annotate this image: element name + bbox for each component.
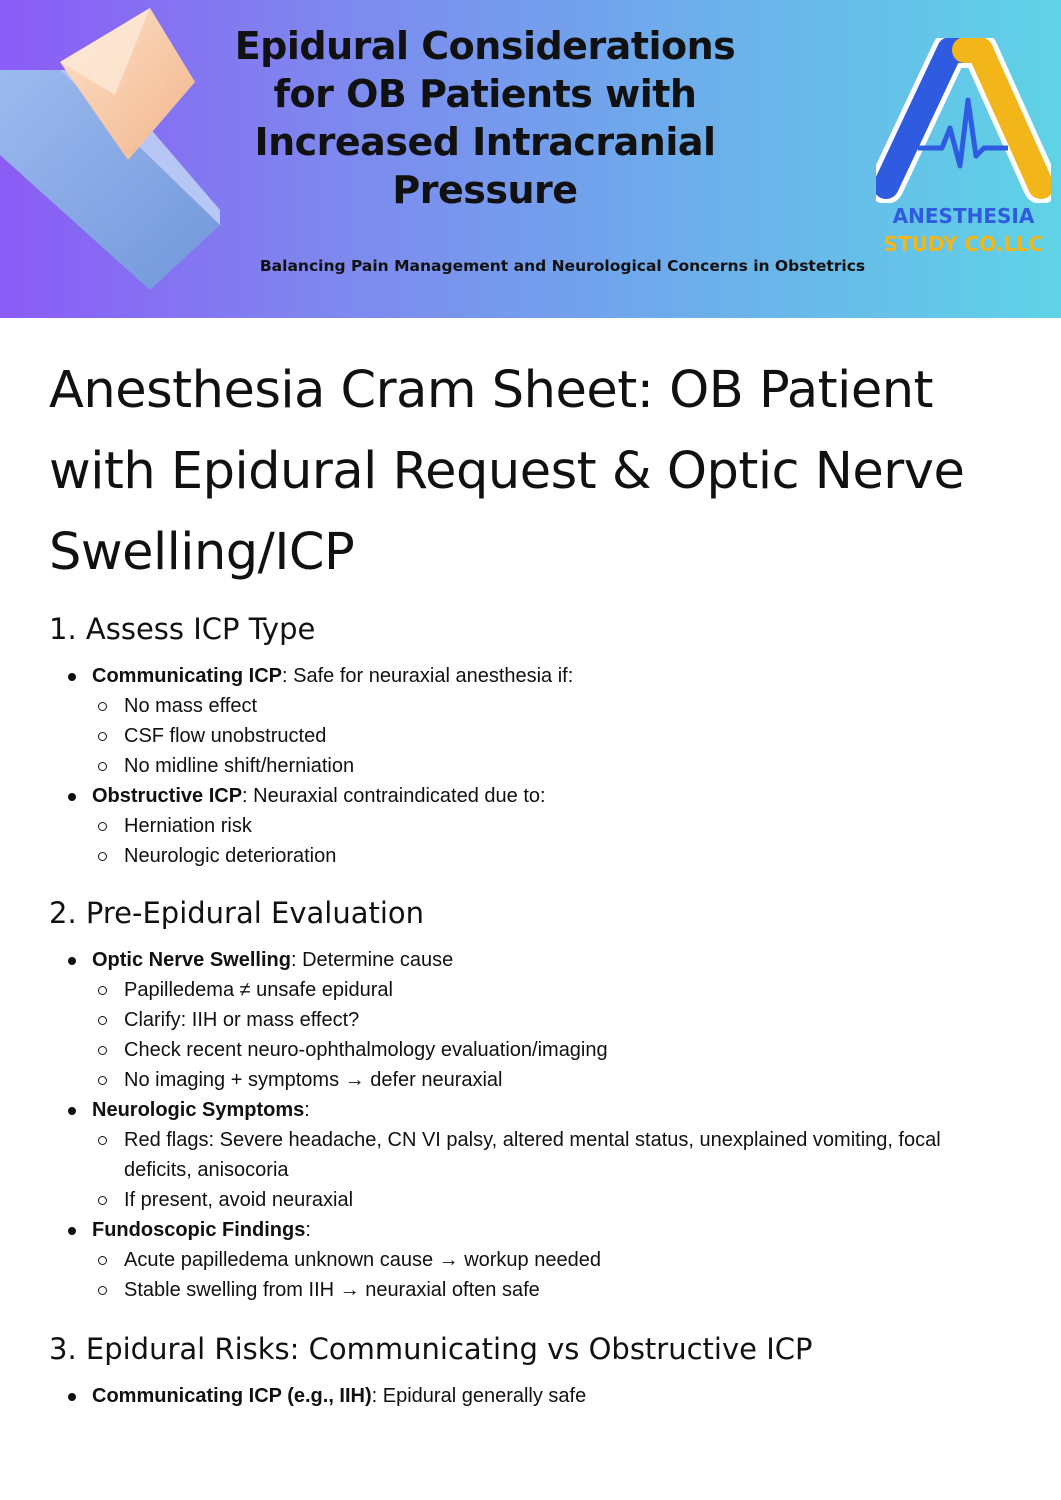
section-heading: 2. Pre-Epidural Evaluation <box>49 896 425 930</box>
logo-text-line2: STUDY CO.LLC <box>883 232 1044 256</box>
section-heading: 3. Epidural Risks: Communicating vs Obstructive ICP <box>49 1332 813 1366</box>
sub-item: Acute papilledema unknown cause → workup needed <box>92 1245 1009 1275</box>
sub-list <box>92 1245 1009 1305</box>
item-term: Fundoscopic Findings <box>92 1219 306 1241</box>
sub-list <box>92 1125 1009 1215</box>
sub-item: Stable swelling from IIH → neuraxial often safe <box>92 1275 1009 1305</box>
sub-list <box>92 811 1009 871</box>
item-term: Optic Nerve Swelling <box>92 949 291 971</box>
banner-subtitle: Balancing Pain Management and Neurological Concerns in Obstetrics <box>259 257 866 275</box>
banner-title: Epidural Considerations for OB Patients with Increased Intracranial Pressure <box>234 24 736 212</box>
list-item <box>49 1095 1009 1215</box>
sub-list <box>92 691 1009 781</box>
sub-item: CSF flow unobstructed <box>92 721 1009 751</box>
section-list <box>49 945 1009 1305</box>
section-heading: 1. Assess ICP Type <box>49 612 316 646</box>
item-text: : Safe for neuraxial anesthesia if: <box>282 665 574 687</box>
sub-item: No imaging + symptoms → defer neuraxial <box>92 1065 1009 1095</box>
sub-item: Red flags: Severe headache, CN VI palsy, altered mental status, unexplained vomiting, focal deficits, anisocoria <box>92 1125 1009 1185</box>
item-text: : <box>305 1219 311 1241</box>
logo-text-line1: ANESTHESIA <box>892 204 1035 228</box>
sub-item: No midline shift/herniation <box>92 751 1009 781</box>
item-text: : Neuraxial contraindicated due to: <box>242 785 546 807</box>
item-text: : Determine cause <box>290 949 454 971</box>
sub-item: Clarify: IIH or mass effect? <box>92 1005 1009 1035</box>
list-item <box>49 945 1009 1095</box>
header-banner <box>0 0 1061 318</box>
item-text: : <box>304 1099 310 1121</box>
sub-item: No mass effect <box>92 691 1009 721</box>
sub-item: Papilledema ≠ unsafe epidural <box>92 975 1009 1005</box>
item-term: Neurologic Symptoms <box>92 1099 305 1121</box>
sub-list <box>92 975 1009 1095</box>
section-list <box>49 1381 1009 1411</box>
list-item <box>49 1215 1009 1305</box>
letter-a-logo-icon <box>876 38 1051 203</box>
list-item <box>49 1381 1009 1411</box>
sub-item: If present, avoid neuraxial <box>92 1185 1009 1215</box>
item-text: : Epidural generally safe <box>371 1385 587 1407</box>
list-item <box>49 661 1009 781</box>
sub-item: Herniation risk <box>92 811 1009 841</box>
list-item <box>49 781 1009 871</box>
item-term: Obstructive ICP <box>92 785 243 807</box>
section-list <box>49 661 1009 871</box>
company-logo <box>876 38 1051 268</box>
sub-item: Check recent neuro-ophthalmology evaluation/imaging <box>92 1035 1009 1065</box>
page-title: Anesthesia Cram Sheet: OB Patient with Epidural Request & Optic Nerve Swelling/ICP <box>49 361 965 582</box>
item-term: Communicating ICP (e.g., IIH) <box>92 1385 372 1407</box>
document-body <box>49 350 1009 1411</box>
sub-item: Neurologic deterioration <box>92 841 1009 871</box>
item-term: Communicating ICP <box>92 665 283 687</box>
